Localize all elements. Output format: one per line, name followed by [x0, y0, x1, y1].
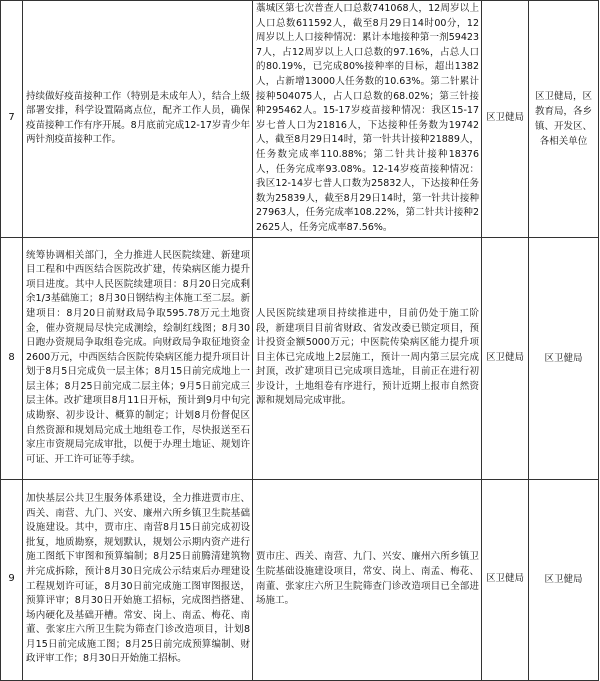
task-description: 持续做好疫苗接种工作（特别是未成年人），结合上级部署安排，科学设置隔离点位，配齐工作人员，确保疫苗接种工作有序开展。8月底前完成12-17岁青少年两针剂疫苗接种工作。	[23, 1, 253, 238]
progress-description: 藁城区第七次普查人口总数741068人，12周岁以上人口总数611592人，截至8月29日14时00分，12周岁以上人口接种情况：累计本地接种第一剂594237人，占12周岁以上人口总数的97.16%，占总人口的80.19%，已完成80%接种率的目标，超出1382人，占新增13000人任务数的10.63%。第二针累计接种504075人，占人口总数的68.02%；第三针接种295462人。15-17岁疫苗接种情况：我区15-17岁七普人口为21816人，下达接种任务数为19742人，截至8月29日14时，第一针共计接种21889人，任务数完成率110.88%；第二针共计接种18376人，任务完成率93.08%。12-14岁疫苗接种情况：我区12-14岁七普人口数为25832人，下达接种任务数为25839人，截至8月29日14时，第一针共计接种27963人，任务完成率108.22%，第二针共计接种22625人，任务完成率87.56%。	[253, 1, 482, 238]
table-row	[1, 479, 599, 680]
progress-description: 人民医院续建项目持续推进中，目前仍处于施工阶段，新建项目目前省财政、省发改委已锁定项目，预计投资金额5000万元；中医院传染病区能力提升项目主体已完成地上2层施工，预计一周内第三层完成封顶，改扩建项目已完成项目选址，目前正在进行初步设计，土地组卷有序进行，预计近期上报市自然资源和规划局完成审批。	[253, 237, 482, 479]
row-number: 7	[1, 1, 23, 238]
lead-unit: 区卫健局	[482, 1, 529, 238]
row-number: 9	[1, 479, 23, 680]
task-description: 统筹协调相关部门，全力推进人民医院续建、新建项目工程和中西医结合医院改扩建，传染病区能力提升项目进度。其中人民医院续建项目：8月20日完成剩余1/3基础施工；8月30日钢结构主体施工至二层。新建项目：8月20日前财政局争取595.78万元土地资金，催办资规局尽快完成测绘，绘制红线图；8月30日跑办资规局争取组卷完成。向财政局争取征地资金2600万元，中西医结合医院传染病区能力提升项目计划于8月5日完成负一层主体；8月15日前完成地上一层主体；8月25日前完成二层主体；9月5日前完成三层主体。改扩建项目8月11日开标，预计到9月中旬完成勘察、初步设计、概算的制定；计划8月份督促区自然资源和规划局完成土地组卷工作，尽快报送至石家庄市资规局完成审批，以便于办理土地证、规划许可证、开工许可证等手续。	[23, 237, 253, 479]
responsible-units: 区卫健局，区教育局，各乡镇、开发区、各相关单位	[529, 1, 599, 238]
task-description: 加快基层公共卫生服务体系建设，全力推进贾市庄、西关、南营、九门、兴安、廉州六所乡镇卫生院基础设施建设。其中，贾市庄、南营8月15日前完成初设批复，地质勘察，规划默认，规划公示期内资产进行施工图纸下审图和预算编制；8月25日前腾清建筑物并完成拆除，预计8月30日完成公示结束后办理建设工程规划许可证，8月30日前完成施工图审图报送，预算评审；8月30日开始施工招标，完成图挡搭建、场内硬化及基础开槽。常安、岗上、南孟、梅花、南董、张家庄六所卫生院为筛查门诊改造项目，计划8月15日前完成施工图；8月25日前完成预算编制、财政评审工作；8月30日开始施工招标。	[23, 479, 253, 680]
lead-unit: 区卫健局	[482, 237, 529, 479]
lead-unit: 区卫健局	[482, 479, 529, 680]
table-row	[1, 1, 599, 238]
responsible-units: 区卫健局	[529, 479, 599, 680]
responsible-units: 区卫健局	[529, 237, 599, 479]
progress-description: 贾市庄、西关、南营、九门、兴安、廉州六所乡镇卫生院基础设施建设项目，常安、岗上、南孟、梅花、南董、张家庄六所卫生院筛查门诊改造项目已全部进场施工。	[253, 479, 482, 680]
row-number: 8	[1, 237, 23, 479]
table-row	[1, 237, 599, 479]
